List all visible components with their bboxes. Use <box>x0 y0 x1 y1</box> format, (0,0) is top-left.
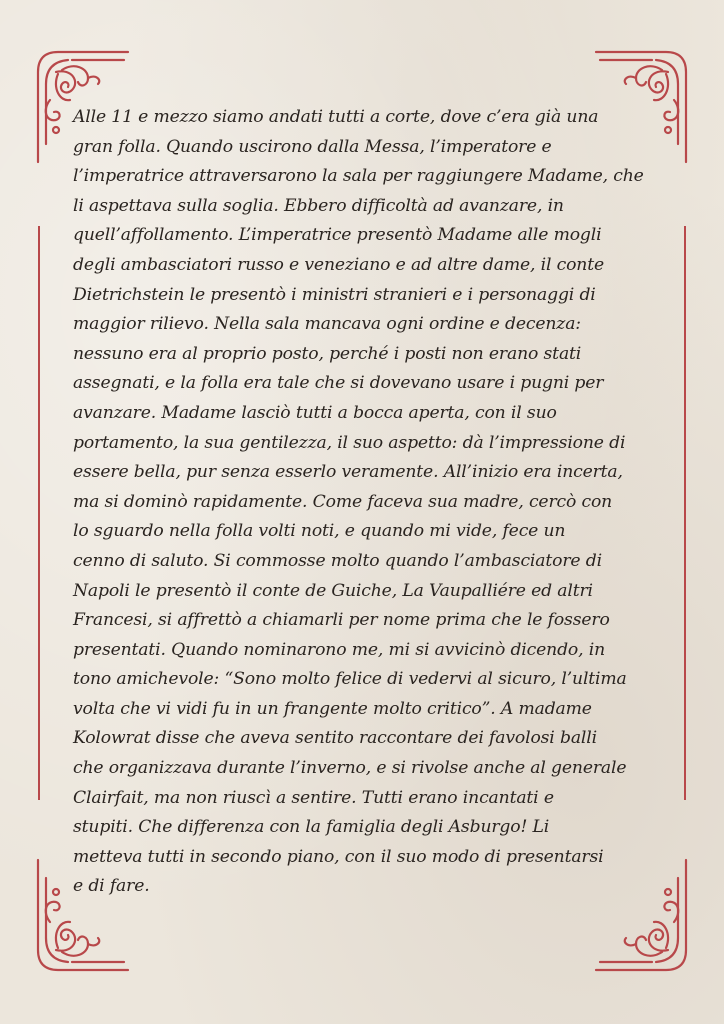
text-line: quell’affollamento. L’imperatrice presentò Madame alle mogli <box>73 225 602 246</box>
text-line: ma si dominò rapidamente. Come faceva sua madre, cercò con <box>73 491 613 512</box>
text-line: stupiti. Che differenza con la famiglia degli Asburgo! Li <box>73 817 550 838</box>
text-line: che organizzava durante l’inverno, e si rivolse anche al generale <box>73 758 627 779</box>
text-line: degli ambasciatori russo e veneziano e ad altre dame, il conte <box>73 254 604 275</box>
text-line: avanzare. Madame lasciò tutti a bocca aperta, con il suo <box>73 402 557 423</box>
text-line: nessuno era al proprio posto, perché i posti non erano stati <box>73 343 582 364</box>
text-line: Alle 11 e mezzo siamo andati tutti a corte, dove c’era già una <box>73 107 599 127</box>
text-line: volta che vi vidi fu in un frangente molto critico”. A madame <box>73 698 592 719</box>
text-line: essere bella, pur senza esserlo veramente. All’inizio era incerta, <box>73 462 623 483</box>
text-line: Clairfait, ma non riuscì a sentire. Tutti erano incantati e <box>73 787 554 808</box>
body-text <box>73 103 663 902</box>
text-line: Dietrichstein le presentò i ministri stranieri e i personaggi di <box>73 284 596 305</box>
text-line: li aspettava sulla soglia. Ebbero difficoltà ad avanzare, in <box>73 195 564 216</box>
text-line: presentati. Quando nominarono me, mi si avvicinò dicendo, in <box>73 639 606 660</box>
right-border-line <box>684 226 686 800</box>
text-line: e di fare. <box>73 876 150 897</box>
text-line: Kolowrat disse che aveva sentito raccontare dei favolosi balli <box>73 728 597 749</box>
text-line: tono amichevole: “Sono molto felice di vedervi al sicuro, l’ultima <box>73 669 627 690</box>
text-line: gran folla. Quando uscirono dalla Messa, l’imperatore e <box>73 136 552 157</box>
text-line: lo sguardo nella folla volti noti, e quando mi vide, fece un <box>73 521 566 542</box>
text-line: maggior rilievo. Nella sala mancava ogni ordine e decenza: <box>73 314 581 335</box>
text-line: metteva tutti in secondo piano, con il suo modo di presentarsi <box>73 846 604 867</box>
text-line: assegnati, e la folla era tale che si dovevano usare i pugni per <box>73 373 604 394</box>
text-line: cenno di saluto. Si commosse molto quando l’ambasciatore di <box>73 550 602 571</box>
text-line: l’imperatrice attraversarono la sala per raggiungere Madame, che <box>73 166 644 187</box>
text-line: portamento, la sua gentilezza, il suo aspetto: dà l’impressione di <box>73 432 626 453</box>
text-line: Napoli le presentò il conte de Guiche, La Vaupalliére ed altri <box>73 580 593 601</box>
text-line: Francesi, si affrettò a chiamarli per nome prima che le fossero <box>73 610 610 631</box>
left-border-line <box>38 226 40 800</box>
